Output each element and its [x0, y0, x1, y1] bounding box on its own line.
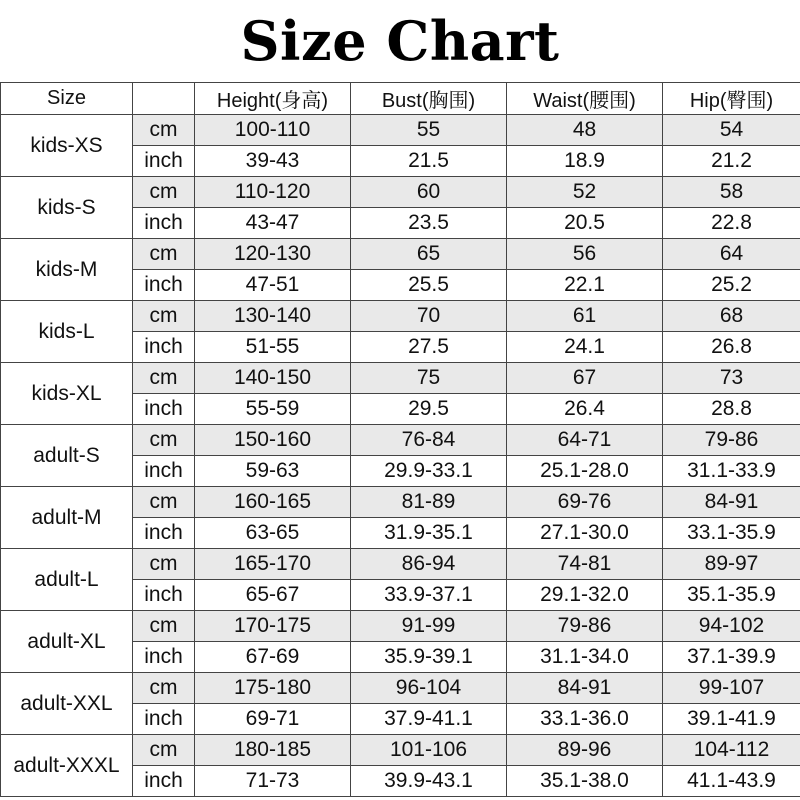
waist-value: 29.1-32.0	[507, 580, 663, 611]
bust-value: 39.9-43.1	[351, 766, 507, 797]
table-row	[1, 177, 800, 208]
waist-value: 20.5	[507, 208, 663, 239]
table-row	[1, 487, 800, 518]
waist-value: 31.1-34.0	[507, 642, 663, 673]
height-value: 140-150	[195, 363, 351, 394]
waist-value: 33.1-36.0	[507, 704, 663, 735]
unit-label: cm	[133, 363, 195, 394]
header-unit	[133, 83, 195, 115]
hip-value: 99-107	[663, 673, 800, 704]
hip-value: 58	[663, 177, 800, 208]
hip-value: 79-86	[663, 425, 800, 456]
unit-label: cm	[133, 735, 195, 766]
hip-value: 22.8	[663, 208, 800, 239]
bust-value: 29.5	[351, 394, 507, 425]
height-value: 110-120	[195, 177, 351, 208]
height-value: 100-110	[195, 115, 351, 146]
hip-value: 94-102	[663, 611, 800, 642]
size-label: adult-XL	[1, 611, 133, 673]
table-row	[1, 673, 800, 704]
unit-label: inch	[133, 208, 195, 239]
waist-value: 74-81	[507, 549, 663, 580]
waist-value: 56	[507, 239, 663, 270]
waist-value: 64-71	[507, 425, 663, 456]
unit-label: inch	[133, 394, 195, 425]
height-value: 51-55	[195, 332, 351, 363]
height-value: 65-67	[195, 580, 351, 611]
waist-value: 69-76	[507, 487, 663, 518]
waist-value: 22.1	[507, 270, 663, 301]
bust-value: 81-89	[351, 487, 507, 518]
hip-value: 21.2	[663, 146, 800, 177]
bust-value: 101-106	[351, 735, 507, 766]
hip-value: 64	[663, 239, 800, 270]
bust-value: 29.9-33.1	[351, 456, 507, 487]
height-value: 67-69	[195, 642, 351, 673]
hip-value: 25.2	[663, 270, 800, 301]
unit-label: inch	[133, 642, 195, 673]
waist-value: 79-86	[507, 611, 663, 642]
unit-label: cm	[133, 425, 195, 456]
height-value: 71-73	[195, 766, 351, 797]
table-row	[1, 425, 800, 456]
size-label: adult-XXXL	[1, 735, 133, 797]
unit-label: cm	[133, 549, 195, 580]
unit-label: inch	[133, 332, 195, 363]
waist-value: 89-96	[507, 735, 663, 766]
height-value: 180-185	[195, 735, 351, 766]
height-value: 43-47	[195, 208, 351, 239]
hip-value: 104-112	[663, 735, 800, 766]
header-size: Size	[1, 83, 133, 115]
waist-value: 84-91	[507, 673, 663, 704]
height-value: 55-59	[195, 394, 351, 425]
unit-label: inch	[133, 518, 195, 549]
header-hip: Hip(臀围)	[663, 83, 800, 115]
height-value: 63-65	[195, 518, 351, 549]
hip-value: 89-97	[663, 549, 800, 580]
waist-value: 24.1	[507, 332, 663, 363]
hip-value: 26.8	[663, 332, 800, 363]
waist-value: 35.1-38.0	[507, 766, 663, 797]
unit-label: cm	[133, 673, 195, 704]
bust-value: 21.5	[351, 146, 507, 177]
waist-value: 18.9	[507, 146, 663, 177]
height-value: 120-130	[195, 239, 351, 270]
bust-value: 70	[351, 301, 507, 332]
size-label: kids-L	[1, 301, 133, 363]
hip-value: 37.1-39.9	[663, 642, 800, 673]
table-row	[1, 735, 800, 766]
header-waist: Waist(腰围)	[507, 83, 663, 115]
height-value: 69-71	[195, 704, 351, 735]
table-row	[1, 611, 800, 642]
header-bust: Bust(胸围)	[351, 83, 507, 115]
hip-value: 54	[663, 115, 800, 146]
bust-value: 91-99	[351, 611, 507, 642]
waist-value: 67	[507, 363, 663, 394]
header-row	[1, 83, 800, 115]
height-value: 165-170	[195, 549, 351, 580]
height-value: 39-43	[195, 146, 351, 177]
unit-label: inch	[133, 270, 195, 301]
bust-value: 96-104	[351, 673, 507, 704]
hip-value: 35.1-35.9	[663, 580, 800, 611]
unit-label: cm	[133, 177, 195, 208]
header-height: Height(身高)	[195, 83, 351, 115]
bust-value: 76-84	[351, 425, 507, 456]
bust-value: 35.9-39.1	[351, 642, 507, 673]
size-label: adult-L	[1, 549, 133, 611]
hip-value: 84-91	[663, 487, 800, 518]
table-row	[1, 549, 800, 580]
waist-value: 61	[507, 301, 663, 332]
hip-value: 33.1-35.9	[663, 518, 800, 549]
table-row	[1, 363, 800, 394]
bust-value: 65	[351, 239, 507, 270]
unit-label: inch	[133, 580, 195, 611]
unit-label: cm	[133, 487, 195, 518]
bust-value: 55	[351, 115, 507, 146]
size-label: adult-XXL	[1, 673, 133, 735]
table-row	[1, 301, 800, 332]
bust-value: 60	[351, 177, 507, 208]
unit-label: inch	[133, 704, 195, 735]
waist-value: 27.1-30.0	[507, 518, 663, 549]
unit-label: cm	[133, 301, 195, 332]
size-label: adult-S	[1, 425, 133, 487]
hip-value: 28.8	[663, 394, 800, 425]
unit-label: cm	[133, 611, 195, 642]
bust-value: 75	[351, 363, 507, 394]
unit-label: inch	[133, 456, 195, 487]
bust-value: 33.9-37.1	[351, 580, 507, 611]
waist-value: 52	[507, 177, 663, 208]
waist-value: 26.4	[507, 394, 663, 425]
bust-value: 23.5	[351, 208, 507, 239]
unit-label: inch	[133, 146, 195, 177]
size-label: kids-XS	[1, 115, 133, 177]
height-value: 175-180	[195, 673, 351, 704]
size-label: adult-M	[1, 487, 133, 549]
size-chart-table	[0, 82, 800, 797]
waist-value: 25.1-28.0	[507, 456, 663, 487]
unit-label: cm	[133, 115, 195, 146]
height-value: 170-175	[195, 611, 351, 642]
unit-label: inch	[133, 766, 195, 797]
height-value: 130-140	[195, 301, 351, 332]
bust-value: 86-94	[351, 549, 507, 580]
hip-value: 31.1-33.9	[663, 456, 800, 487]
hip-value: 73	[663, 363, 800, 394]
size-label: kids-M	[1, 239, 133, 301]
height-value: 47-51	[195, 270, 351, 301]
table-row	[1, 115, 800, 146]
page-title: Size Chart	[240, 9, 560, 73]
height-value: 59-63	[195, 456, 351, 487]
height-value: 160-165	[195, 487, 351, 518]
unit-label: cm	[133, 239, 195, 270]
waist-value: 48	[507, 115, 663, 146]
height-value: 150-160	[195, 425, 351, 456]
hip-value: 68	[663, 301, 800, 332]
size-label: kids-S	[1, 177, 133, 239]
table-row	[1, 239, 800, 270]
bust-value: 27.5	[351, 332, 507, 363]
hip-value: 39.1-41.9	[663, 704, 800, 735]
bust-value: 37.9-41.1	[351, 704, 507, 735]
bust-value: 31.9-35.1	[351, 518, 507, 549]
size-chart-body	[1, 115, 800, 797]
size-label: kids-XL	[1, 363, 133, 425]
hip-value: 41.1-43.9	[663, 766, 800, 797]
bust-value: 25.5	[351, 270, 507, 301]
